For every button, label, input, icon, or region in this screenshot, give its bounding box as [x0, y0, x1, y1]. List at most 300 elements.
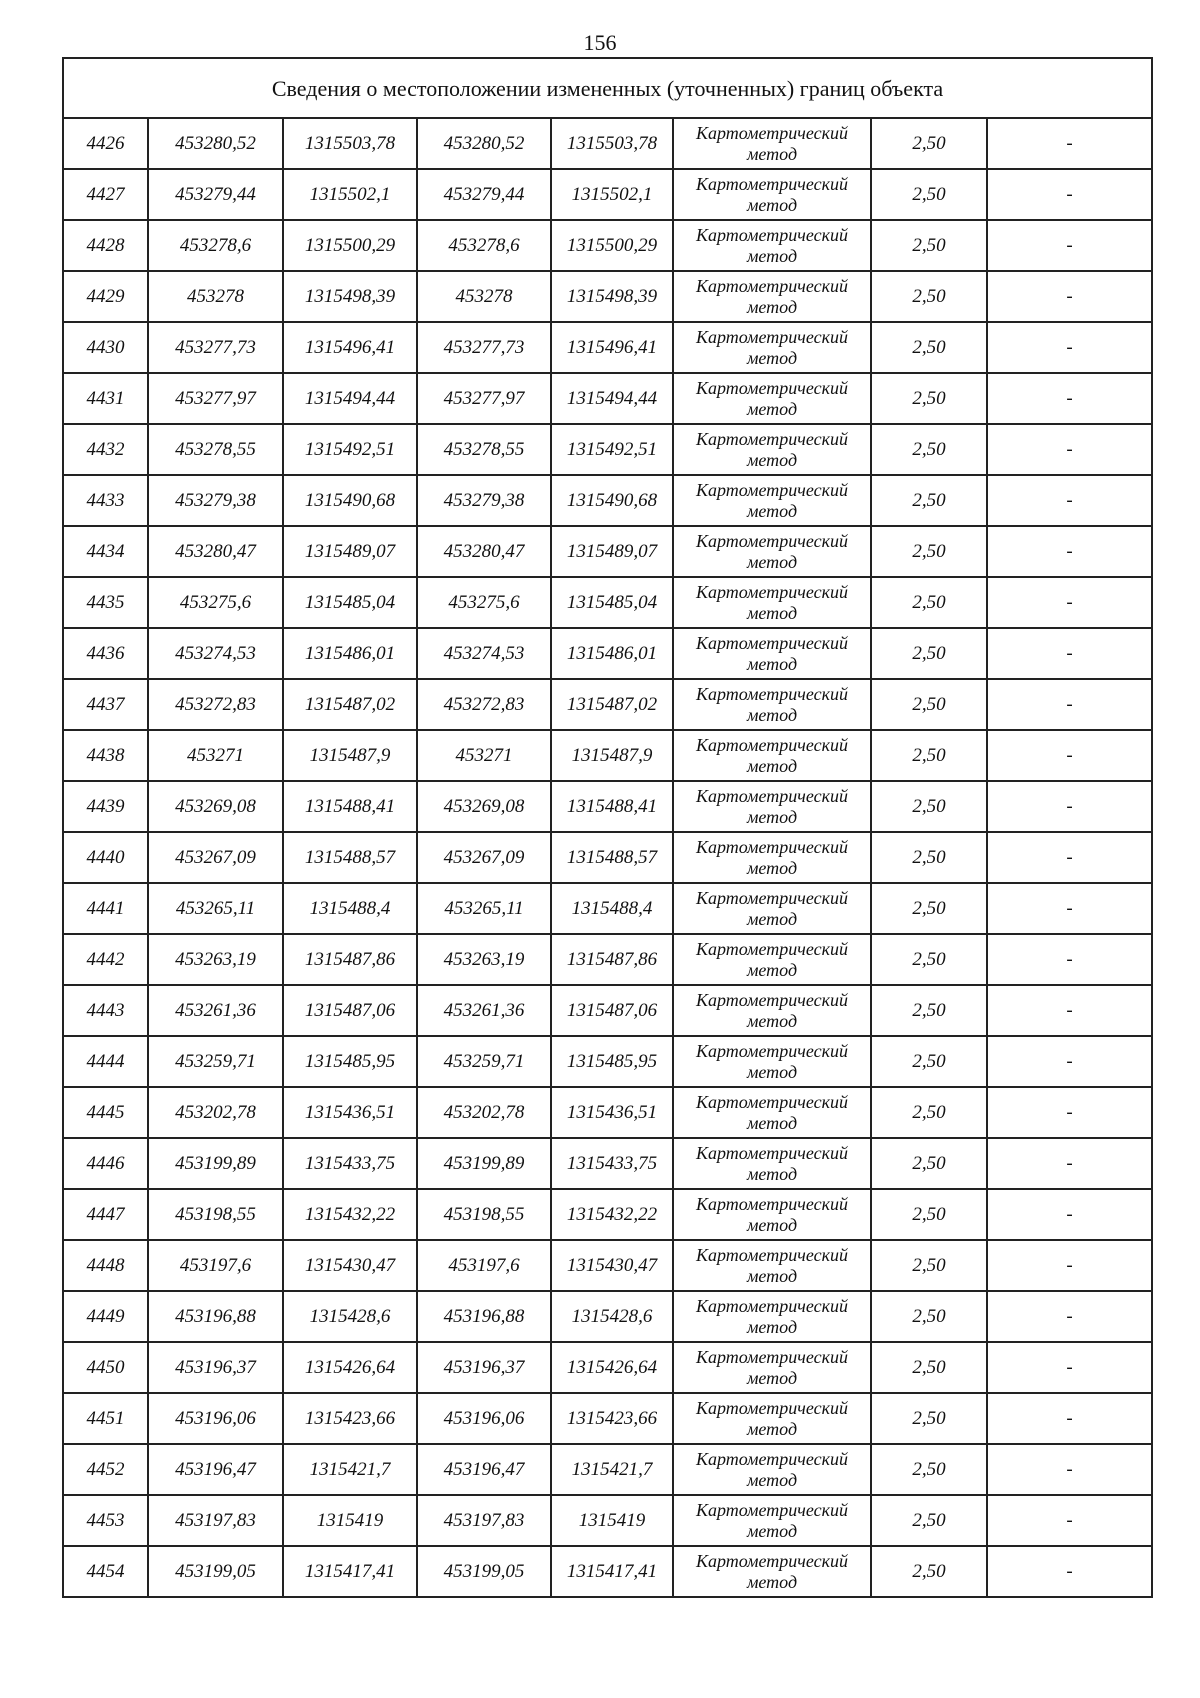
table-row	[63, 1444, 1152, 1495]
x-existing-cell: 453196,37	[148, 1342, 283, 1393]
y-new-cell: 1315485,95	[551, 1036, 673, 1087]
x-new-cell: 453196,06	[417, 1393, 551, 1444]
method-cell	[673, 1087, 871, 1138]
x-new-cell: 453278,6	[417, 220, 551, 271]
y-existing-cell: 1315423,66	[283, 1393, 417, 1444]
point-number-cell: 4453	[63, 1495, 148, 1546]
x-existing-cell: 453271	[148, 730, 283, 781]
method-cell	[673, 628, 871, 679]
point-number-cell: 4437	[63, 679, 148, 730]
method-line-1: Картометрический	[695, 173, 848, 194]
method-line-1: Картометрический	[695, 1295, 848, 1316]
accuracy-cell: 2,50	[871, 1240, 987, 1291]
method-line-1: Картометрический	[695, 275, 848, 296]
x-existing-cell: 453278,6	[148, 220, 283, 271]
table-row	[63, 271, 1152, 322]
description-cell: -	[987, 373, 1152, 424]
accuracy-cell: 2,50	[871, 1036, 987, 1087]
y-existing-cell: 1315485,95	[283, 1036, 417, 1087]
table-row	[63, 424, 1152, 475]
table-header: Сведения о местоположении измененных (уточненных) границ объекта	[63, 58, 1152, 118]
x-new-cell: 453280,52	[417, 118, 551, 169]
method-line-1: Картометрический	[695, 1040, 848, 1061]
accuracy-cell: 2,50	[871, 1189, 987, 1240]
accuracy-cell: 2,50	[871, 1087, 987, 1138]
y-new-cell: 1315489,07	[551, 526, 673, 577]
description-cell: -	[987, 832, 1152, 883]
point-number-cell: 4454	[63, 1546, 148, 1597]
method-line-2: метод	[746, 1163, 798, 1184]
table-row	[63, 883, 1152, 934]
table-row	[63, 679, 1152, 730]
x-new-cell: 453277,97	[417, 373, 551, 424]
method-line-1: Картометрический	[695, 1448, 848, 1469]
accuracy-cell: 2,50	[871, 679, 987, 730]
y-existing-cell: 1315421,7	[283, 1444, 417, 1495]
x-existing-cell: 453279,38	[148, 475, 283, 526]
method-line-2: метод	[746, 551, 798, 572]
page-number: 156	[583, 30, 617, 55]
description-cell: -	[987, 118, 1152, 169]
description-cell: -	[987, 169, 1152, 220]
y-new-cell: 1315421,7	[551, 1444, 673, 1495]
point-number-cell: 4451	[63, 1393, 148, 1444]
boundary-coordinates-table	[62, 57, 1153, 1598]
y-new-cell: 1315423,66	[551, 1393, 673, 1444]
y-existing-cell: 1315490,68	[283, 475, 417, 526]
description-cell: -	[987, 577, 1152, 628]
accuracy-cell: 2,50	[871, 730, 987, 781]
description-cell: -	[987, 220, 1152, 271]
point-number-cell: 4442	[63, 934, 148, 985]
x-new-cell: 453279,44	[417, 169, 551, 220]
table-row	[63, 526, 1152, 577]
method-line-2: метод	[746, 1418, 798, 1439]
table-row	[63, 169, 1152, 220]
y-new-cell: 1315419	[551, 1495, 673, 1546]
method-line-1: Картометрический	[695, 683, 848, 704]
table-row	[63, 781, 1152, 832]
method-line-1: Картометрический	[695, 938, 848, 959]
description-cell: -	[987, 1189, 1152, 1240]
point-number-cell: 4427	[63, 169, 148, 220]
method-cell	[673, 169, 871, 220]
y-new-cell: 1315494,44	[551, 373, 673, 424]
x-existing-cell: 453275,6	[148, 577, 283, 628]
x-new-cell: 453272,83	[417, 679, 551, 730]
description-cell: -	[987, 526, 1152, 577]
point-number-cell: 4450	[63, 1342, 148, 1393]
method-line-1: Картометрический	[695, 632, 848, 653]
y-existing-cell: 1315496,41	[283, 322, 417, 373]
y-existing-cell: 1315428,6	[283, 1291, 417, 1342]
accuracy-cell: 2,50	[871, 628, 987, 679]
method-line-2: метод	[746, 1265, 798, 1286]
x-new-cell: 453265,11	[417, 883, 551, 934]
table-row	[63, 985, 1152, 1036]
table-row	[63, 1240, 1152, 1291]
x-new-cell: 453198,55	[417, 1189, 551, 1240]
table-row	[63, 373, 1152, 424]
y-new-cell: 1315488,4	[551, 883, 673, 934]
table-row	[63, 1342, 1152, 1393]
x-new-cell: 453279,38	[417, 475, 551, 526]
method-line-1: Картометрический	[695, 1244, 848, 1265]
y-new-cell: 1315492,51	[551, 424, 673, 475]
point-number-cell: 4428	[63, 220, 148, 271]
x-existing-cell: 453196,88	[148, 1291, 283, 1342]
description-cell: -	[987, 1036, 1152, 1087]
method-cell	[673, 781, 871, 832]
y-existing-cell: 1315430,47	[283, 1240, 417, 1291]
method-line-1: Картометрический	[695, 326, 848, 347]
description-cell: -	[987, 985, 1152, 1036]
x-new-cell: 453196,37	[417, 1342, 551, 1393]
method-cell	[673, 271, 871, 322]
method-cell	[673, 526, 871, 577]
description-cell: -	[987, 424, 1152, 475]
table-row	[63, 220, 1152, 271]
table-row	[63, 832, 1152, 883]
method-line-1: Картометрический	[695, 224, 848, 245]
y-existing-cell: 1315487,06	[283, 985, 417, 1036]
table-row	[63, 118, 1152, 169]
y-existing-cell: 1315419	[283, 1495, 417, 1546]
method-line-2: метод	[746, 1061, 798, 1082]
y-existing-cell: 1315485,04	[283, 577, 417, 628]
method-line-2: метод	[746, 908, 798, 929]
method-line-2: метод	[746, 1367, 798, 1388]
method-line-2: метод	[746, 755, 798, 776]
description-cell: -	[987, 322, 1152, 373]
method-cell	[673, 1393, 871, 1444]
point-number-cell: 4448	[63, 1240, 148, 1291]
accuracy-cell: 2,50	[871, 1393, 987, 1444]
accuracy-cell: 2,50	[871, 118, 987, 169]
y-new-cell: 1315428,6	[551, 1291, 673, 1342]
y-new-cell: 1315490,68	[551, 475, 673, 526]
x-new-cell: 453275,6	[417, 577, 551, 628]
accuracy-cell: 2,50	[871, 1291, 987, 1342]
table-row	[63, 730, 1152, 781]
x-new-cell: 453199,05	[417, 1546, 551, 1597]
x-existing-cell: 453277,73	[148, 322, 283, 373]
table-row	[63, 934, 1152, 985]
method-line-2: метод	[746, 1112, 798, 1133]
x-new-cell: 453267,09	[417, 832, 551, 883]
point-number-cell: 4444	[63, 1036, 148, 1087]
y-existing-cell: 1315487,02	[283, 679, 417, 730]
x-existing-cell: 453269,08	[148, 781, 283, 832]
x-existing-cell: 453280,47	[148, 526, 283, 577]
accuracy-cell: 2,50	[871, 424, 987, 475]
point-number-cell: 4447	[63, 1189, 148, 1240]
x-existing-cell: 453274,53	[148, 628, 283, 679]
y-existing-cell: 1315488,57	[283, 832, 417, 883]
method-cell	[673, 577, 871, 628]
accuracy-cell: 2,50	[871, 322, 987, 373]
x-existing-cell: 453197,6	[148, 1240, 283, 1291]
accuracy-cell: 2,50	[871, 169, 987, 220]
method-line-2: метод	[746, 857, 798, 878]
table-row	[63, 1138, 1152, 1189]
y-new-cell: 1315426,64	[551, 1342, 673, 1393]
description-cell: -	[987, 1087, 1152, 1138]
method-line-2: метод	[746, 398, 798, 419]
y-existing-cell: 1315503,78	[283, 118, 417, 169]
y-existing-cell: 1315433,75	[283, 1138, 417, 1189]
y-new-cell: 1315498,39	[551, 271, 673, 322]
y-new-cell: 1315487,9	[551, 730, 673, 781]
table-row	[63, 1087, 1152, 1138]
method-line-2: метод	[746, 296, 798, 317]
accuracy-cell: 2,50	[871, 832, 987, 883]
method-line-2: метод	[746, 959, 798, 980]
table-row	[63, 1036, 1152, 1087]
method-line-2: метод	[746, 1469, 798, 1490]
y-new-cell: 1315487,06	[551, 985, 673, 1036]
table-row	[63, 1495, 1152, 1546]
method-line-2: метод	[746, 1010, 798, 1031]
point-number-cell: 4430	[63, 322, 148, 373]
point-number-cell: 4439	[63, 781, 148, 832]
x-new-cell: 453278	[417, 271, 551, 322]
y-existing-cell: 1315486,01	[283, 628, 417, 679]
description-cell: -	[987, 271, 1152, 322]
x-new-cell: 453199,89	[417, 1138, 551, 1189]
accuracy-cell: 2,50	[871, 1495, 987, 1546]
method-cell	[673, 1036, 871, 1087]
accuracy-cell: 2,50	[871, 271, 987, 322]
method-line-1: Картометрический	[695, 989, 848, 1010]
method-line-2: метод	[746, 806, 798, 827]
y-existing-cell: 1315487,86	[283, 934, 417, 985]
table-row	[63, 1393, 1152, 1444]
method-cell	[673, 832, 871, 883]
accuracy-cell: 2,50	[871, 1342, 987, 1393]
y-new-cell: 1315487,02	[551, 679, 673, 730]
x-new-cell: 453202,78	[417, 1087, 551, 1138]
point-number-cell: 4449	[63, 1291, 148, 1342]
method-line-1: Картометрический	[695, 581, 848, 602]
x-existing-cell: 453259,71	[148, 1036, 283, 1087]
method-line-1: Картометрический	[695, 734, 848, 755]
y-existing-cell: 1315494,44	[283, 373, 417, 424]
x-existing-cell: 453280,52	[148, 118, 283, 169]
accuracy-cell: 2,50	[871, 1138, 987, 1189]
description-cell: -	[987, 883, 1152, 934]
table-row	[63, 475, 1152, 526]
point-number-cell: 4429	[63, 271, 148, 322]
description-cell: -	[987, 730, 1152, 781]
accuracy-cell: 2,50	[871, 781, 987, 832]
point-number-cell: 4432	[63, 424, 148, 475]
method-cell	[673, 322, 871, 373]
y-new-cell: 1315488,41	[551, 781, 673, 832]
point-number-cell: 4443	[63, 985, 148, 1036]
point-number-cell: 4436	[63, 628, 148, 679]
x-existing-cell: 453272,83	[148, 679, 283, 730]
table-header-row	[63, 58, 1152, 118]
method-cell	[673, 1495, 871, 1546]
point-number-cell: 4435	[63, 577, 148, 628]
y-existing-cell: 1315488,41	[283, 781, 417, 832]
point-number-cell: 4431	[63, 373, 148, 424]
x-existing-cell: 453196,06	[148, 1393, 283, 1444]
method-line-1: Картометрический	[695, 887, 848, 908]
description-cell: -	[987, 1342, 1152, 1393]
point-number-cell: 4434	[63, 526, 148, 577]
y-new-cell: 1315500,29	[551, 220, 673, 271]
y-existing-cell: 1315492,51	[283, 424, 417, 475]
x-new-cell: 453271	[417, 730, 551, 781]
description-cell: -	[987, 628, 1152, 679]
method-cell	[673, 475, 871, 526]
method-line-2: метод	[746, 143, 798, 164]
method-cell	[673, 373, 871, 424]
method-cell	[673, 220, 871, 271]
description-cell: -	[987, 1444, 1152, 1495]
point-number-cell: 4445	[63, 1087, 148, 1138]
x-new-cell: 453263,19	[417, 934, 551, 985]
method-line-2: метод	[746, 194, 798, 215]
x-new-cell: 453197,83	[417, 1495, 551, 1546]
x-existing-cell: 453278	[148, 271, 283, 322]
x-existing-cell: 453261,36	[148, 985, 283, 1036]
table-row	[63, 322, 1152, 373]
method-line-1: Картометрический	[695, 1346, 848, 1367]
table-row	[63, 1189, 1152, 1240]
method-cell	[673, 118, 871, 169]
point-number-cell: 4452	[63, 1444, 148, 1495]
x-existing-cell: 453278,55	[148, 424, 283, 475]
y-existing-cell: 1315502,1	[283, 169, 417, 220]
method-line-1: Картометрический	[695, 836, 848, 857]
accuracy-cell: 2,50	[871, 577, 987, 628]
y-new-cell: 1315432,22	[551, 1189, 673, 1240]
method-line-1: Картометрический	[695, 1550, 848, 1571]
description-cell: -	[987, 781, 1152, 832]
x-existing-cell: 453279,44	[148, 169, 283, 220]
y-new-cell: 1315488,57	[551, 832, 673, 883]
method-line-1: Картометрический	[695, 1091, 848, 1112]
method-cell	[673, 1342, 871, 1393]
accuracy-cell: 2,50	[871, 1546, 987, 1597]
x-new-cell: 453269,08	[417, 781, 551, 832]
x-existing-cell: 453265,11	[148, 883, 283, 934]
method-line-1: Картометрический	[695, 1397, 848, 1418]
y-new-cell: 1315486,01	[551, 628, 673, 679]
x-existing-cell: 453202,78	[148, 1087, 283, 1138]
description-cell: -	[987, 1546, 1152, 1597]
x-new-cell: 453280,47	[417, 526, 551, 577]
point-number-cell: 4446	[63, 1138, 148, 1189]
method-line-2: метод	[746, 602, 798, 623]
method-cell	[673, 985, 871, 1036]
description-cell: -	[987, 934, 1152, 985]
method-line-1: Картометрический	[695, 785, 848, 806]
point-number-cell: 4438	[63, 730, 148, 781]
x-new-cell: 453259,71	[417, 1036, 551, 1087]
method-line-2: метод	[746, 245, 798, 266]
method-cell	[673, 1546, 871, 1597]
point-number-cell: 4440	[63, 832, 148, 883]
method-line-2: метод	[746, 500, 798, 521]
accuracy-cell: 2,50	[871, 985, 987, 1036]
x-existing-cell: 453196,47	[148, 1444, 283, 1495]
method-cell	[673, 424, 871, 475]
description-cell: -	[987, 679, 1152, 730]
y-new-cell: 1315430,47	[551, 1240, 673, 1291]
y-new-cell: 1315496,41	[551, 322, 673, 373]
table-row	[63, 1291, 1152, 1342]
method-cell	[673, 679, 871, 730]
point-number-cell: 4441	[63, 883, 148, 934]
x-existing-cell: 453199,89	[148, 1138, 283, 1189]
method-line-1: Картометрический	[695, 530, 848, 551]
point-number-cell: 4426	[63, 118, 148, 169]
y-existing-cell: 1315489,07	[283, 526, 417, 577]
x-new-cell: 453261,36	[417, 985, 551, 1036]
accuracy-cell: 2,50	[871, 883, 987, 934]
method-cell	[673, 1189, 871, 1240]
method-line-1: Картометрический	[695, 479, 848, 500]
method-line-2: метод	[746, 1571, 798, 1592]
method-line-2: метод	[746, 1214, 798, 1235]
y-new-cell: 1315503,78	[551, 118, 673, 169]
method-line-2: метод	[746, 653, 798, 674]
x-existing-cell: 453263,19	[148, 934, 283, 985]
y-existing-cell: 1315436,51	[283, 1087, 417, 1138]
method-line-2: метод	[746, 704, 798, 725]
method-line-2: метод	[746, 449, 798, 470]
method-cell	[673, 1240, 871, 1291]
table-row	[63, 628, 1152, 679]
method-line-2: метод	[746, 347, 798, 368]
description-cell: -	[987, 1138, 1152, 1189]
method-cell	[673, 1291, 871, 1342]
y-new-cell: 1315502,1	[551, 169, 673, 220]
method-cell	[673, 730, 871, 781]
x-new-cell: 453196,88	[417, 1291, 551, 1342]
method-line-1: Картометрический	[695, 1499, 848, 1520]
y-existing-cell: 1315417,41	[283, 1546, 417, 1597]
y-existing-cell: 1315432,22	[283, 1189, 417, 1240]
y-new-cell: 1315487,86	[551, 934, 673, 985]
x-existing-cell: 453197,83	[148, 1495, 283, 1546]
method-line-1: Картометрический	[695, 428, 848, 449]
method-line-1: Картометрический	[695, 377, 848, 398]
method-line-2: метод	[746, 1520, 798, 1541]
table-row	[63, 577, 1152, 628]
y-existing-cell: 1315488,4	[283, 883, 417, 934]
method-line-1: Картометрический	[695, 122, 848, 143]
description-cell: -	[987, 1393, 1152, 1444]
x-new-cell: 453197,6	[417, 1240, 551, 1291]
point-number-cell: 4433	[63, 475, 148, 526]
y-existing-cell: 1315426,64	[283, 1342, 417, 1393]
description-cell: -	[987, 1291, 1152, 1342]
x-new-cell: 453278,55	[417, 424, 551, 475]
table-row	[63, 1546, 1152, 1597]
x-new-cell: 453274,53	[417, 628, 551, 679]
accuracy-cell: 2,50	[871, 373, 987, 424]
x-new-cell: 453196,47	[417, 1444, 551, 1495]
method-line-2: метод	[746, 1316, 798, 1337]
accuracy-cell: 2,50	[871, 475, 987, 526]
description-cell: -	[987, 1495, 1152, 1546]
accuracy-cell: 2,50	[871, 220, 987, 271]
